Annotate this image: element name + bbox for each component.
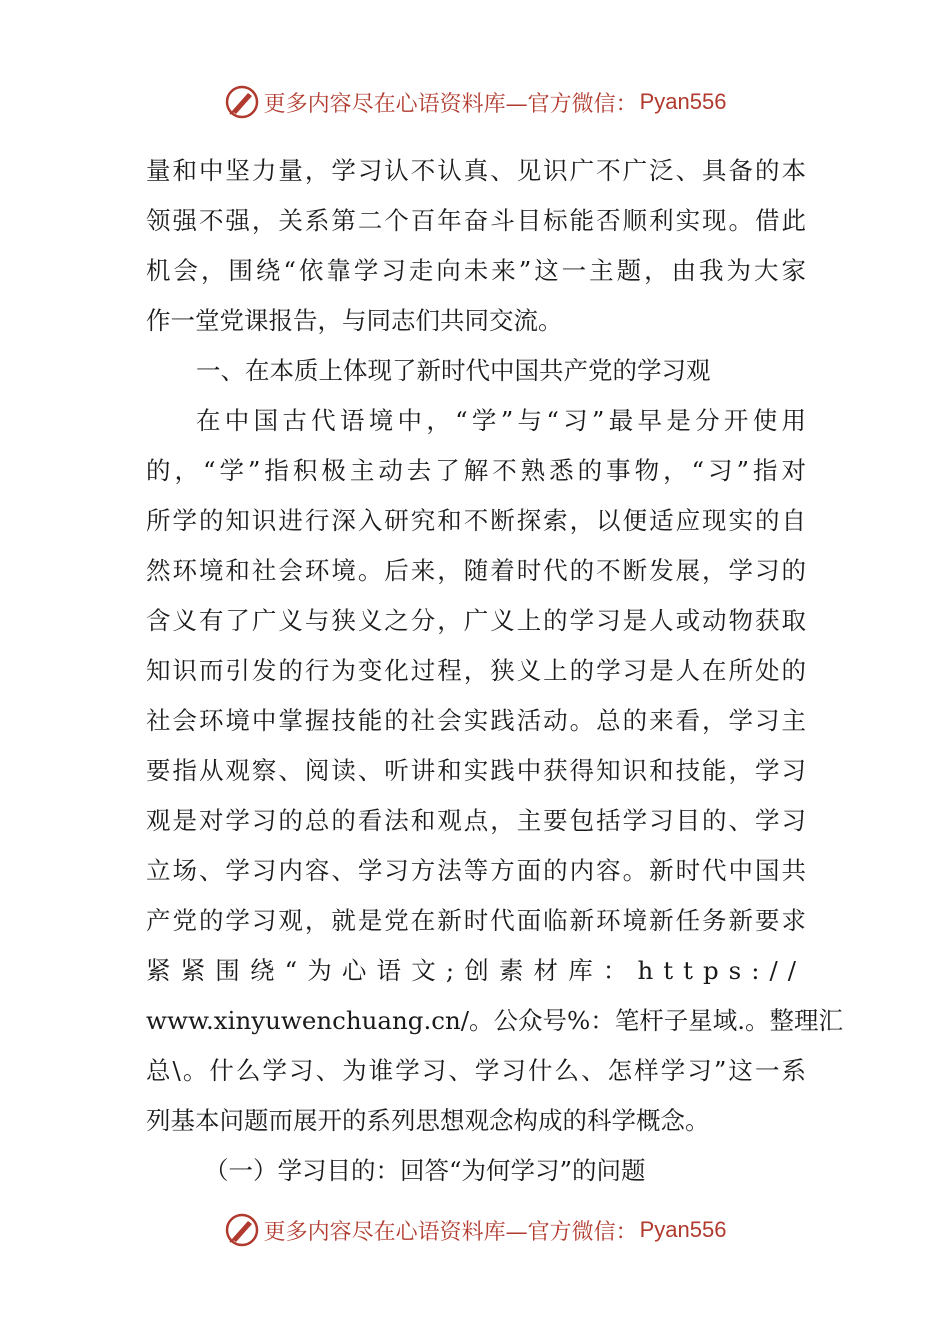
paragraph-line: 观是对学习的总的看法和观点，主要包括学习目的、学习 bbox=[146, 806, 806, 835]
paragraph-line: 机会，围绕“依靠学习走向未来”这一主题，由我为大家 bbox=[146, 256, 806, 285]
footer-banner bbox=[0, 1210, 950, 1250]
pen-logo-icon bbox=[224, 1212, 260, 1248]
paragraph-line: 所学的知识进行深入研究和不断探索，以便适应现实的自 bbox=[146, 506, 806, 535]
paragraph-line: 总\。什么学习、为谁学习、学习什么、怎样学习”这一系 bbox=[146, 1056, 806, 1085]
paragraph-line: 要指从观察、阅读、听讲和实践中获得知识和技能，学习 bbox=[146, 756, 806, 785]
header-banner bbox=[0, 82, 950, 122]
paragraph-line: 量和中坚力量，学习认不认真、见识广不广泛、具备的本 bbox=[146, 156, 806, 185]
paragraph-line: 紧紧围绕“为心语文;创素材库：https:// bbox=[146, 956, 806, 985]
paragraph-line: 的，“学”指积极主动去了解不熟悉的事物，“习”指对 bbox=[146, 456, 806, 485]
paragraph-line: 立场、学习内容、学习方法等方面的内容。新时代中国共 bbox=[146, 856, 806, 885]
header-wechat-id: Pyan556 bbox=[639, 89, 727, 114]
paragraph-line: 产党的学习观，就是党在新时代面临新环境新任务新要求 bbox=[146, 906, 806, 935]
footer-wechat-id: Pyan556 bbox=[639, 1217, 727, 1242]
paragraph-line: 知识而引发的行为变化过程，狭义上的学习是人在所处的 bbox=[146, 656, 806, 685]
paragraph-line: 然环境和社会环境。后来，随着时代的不断发展，学习的 bbox=[146, 556, 806, 585]
header-text: 更多内容尽在心语资料库—官方微信： bbox=[263, 91, 638, 117]
footer-text: 更多内容尽在心语资料库—官方微信： bbox=[263, 1219, 638, 1245]
paragraph-line: 作一堂党课报告，与同志们共同交流。 bbox=[146, 306, 563, 335]
paragraph-line: 在中国古代语境中，“学”与“习”最早是分开使用 bbox=[196, 406, 806, 435]
paragraph-line: 领强不强，关系第二个百年奋斗目标能否顺利实现。借此 bbox=[146, 206, 806, 235]
pen-logo-icon bbox=[224, 84, 260, 120]
paragraph-line: 含义有了广义与狭义之分，广义上的学习是人或动物获取 bbox=[146, 606, 806, 635]
section-heading: 一、在本质上体现了新时代中国共产党的学习观 bbox=[196, 356, 711, 385]
paragraph-line: 列基本问题而展开的系列思想观念构成的科学概念。 bbox=[146, 1106, 710, 1135]
paragraph-line-url: www.xinyuwenchuang.cn/。公众号%：笔杆子星域.。整理汇 bbox=[146, 1006, 844, 1035]
subsection-heading: （一）学习目的：回答“为何学习”的问题 bbox=[204, 1156, 646, 1185]
document-body bbox=[146, 146, 844, 1196]
paragraph-line: 社会环境中掌握技能的社会实践活动。总的来看，学习主 bbox=[146, 706, 806, 735]
